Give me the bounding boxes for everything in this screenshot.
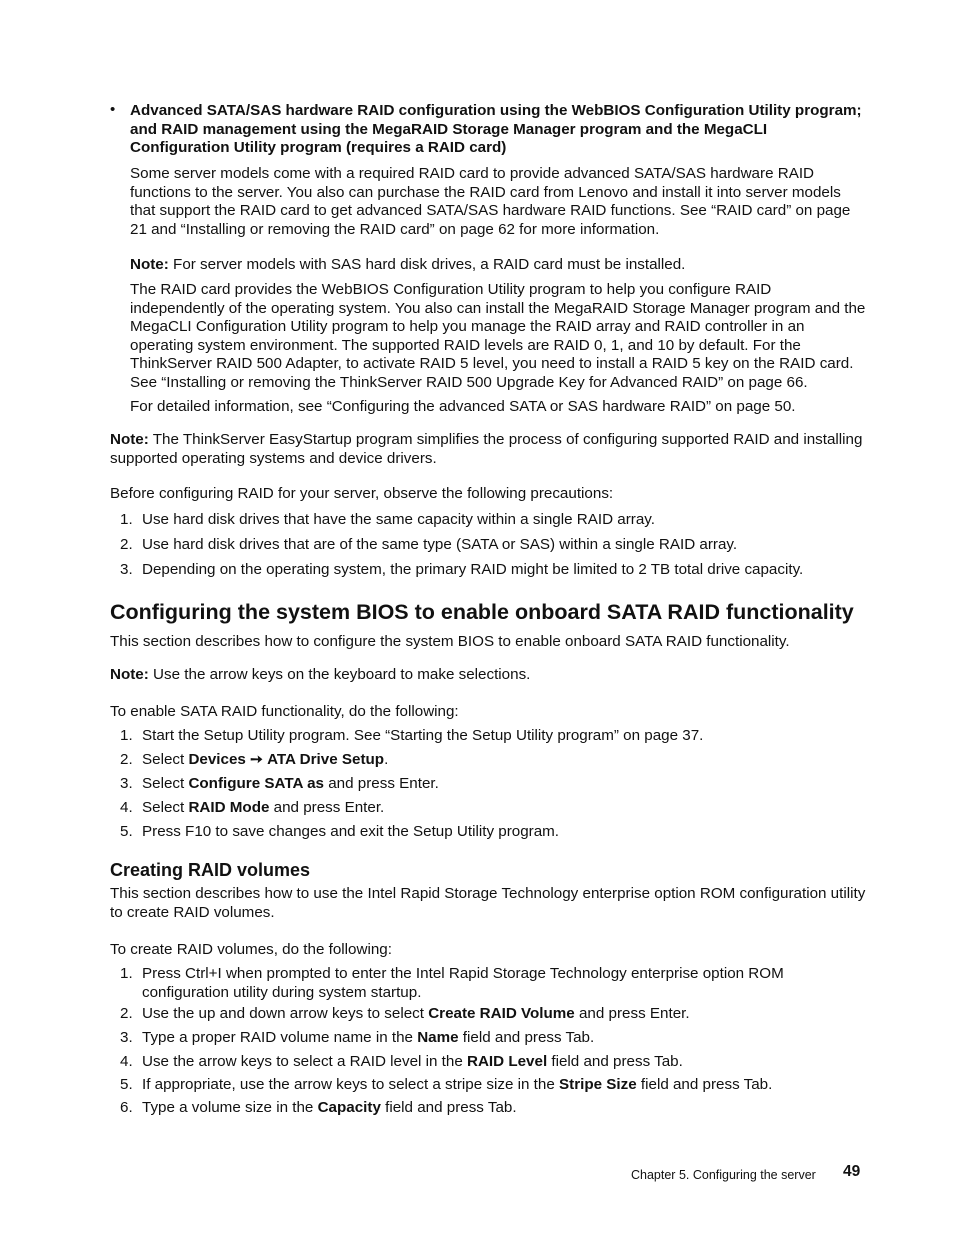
list-number: 1. — [120, 727, 133, 744]
field-name: Name — [417, 1029, 459, 1046]
menu-devices: Devices — [188, 751, 246, 768]
list-number: 3. — [120, 561, 133, 578]
field-capacity: Capacity — [317, 1099, 381, 1116]
text-run: field and press Tab. — [636, 1076, 773, 1093]
list-text — [142, 1029, 870, 1048]
note-label: Note: — [110, 431, 149, 448]
text-run: and press Enter. — [574, 1005, 690, 1022]
list-number: 3. — [120, 1029, 133, 1046]
list-number: 2. — [120, 536, 133, 553]
list-text — [142, 1099, 870, 1118]
sas-note — [130, 256, 870, 275]
list-number: 5. — [120, 1076, 133, 1093]
list-text: Use hard disk drives that have the same capacity within a single RAID array. — [142, 511, 655, 528]
text-run: Type a proper RAID volume name in the — [142, 1029, 418, 1046]
list-number: 1. — [120, 511, 133, 528]
list-text — [142, 1005, 870, 1024]
field-stripe-size: Stripe Size — [559, 1076, 637, 1093]
note-label: Note: — [130, 256, 169, 273]
list-number: 2. — [120, 751, 133, 768]
list-text: Press F10 to save changes and exit the Setup Utility program. — [142, 823, 560, 840]
list-number: 4. — [120, 1053, 133, 1070]
text-run: field and press Tab. — [380, 1099, 517, 1116]
text-run: . — [384, 751, 389, 768]
note-text: Use the arrow keys on the keyboard to make selections. — [153, 666, 531, 683]
arrow-keys-note — [110, 666, 870, 685]
list-text — [142, 1053, 870, 1072]
text-run: Use the up and down arrow keys to select — [142, 1005, 429, 1022]
footer-chapter: Chapter 5. Configuring the server — [631, 1168, 816, 1182]
text-run: and press Enter. — [269, 799, 385, 816]
steps-intro: To enable SATA RAID functionality, do the following: — [110, 703, 459, 720]
detailed-info-paragraph: For detailed information, see “Configuring the advanced SATA or SAS hardware RAID” on page 50. — [130, 398, 796, 415]
list-text — [142, 1076, 870, 1095]
menu-raid-mode: RAID Mode — [188, 799, 270, 816]
subsection-heading: Creating RAID volumes — [110, 860, 311, 880]
list-text: Use hard disk drives that are of the same type (SATA or SAS) within a single RAID array. — [142, 536, 738, 553]
arrow-right-icon: ➙ — [250, 751, 263, 768]
section-description: This section describes how to use the Intel Rapid Storage Technology enterprise option ROM configuration utility to create RAID volumes. — [110, 885, 866, 921]
list-number: 2. — [120, 1005, 133, 1022]
list-text — [142, 751, 870, 770]
list-text: Depending on the operating system, the primary RAID might be limited to 2 TB total drive capacity. — [142, 561, 804, 578]
menu-ata-drive-setup: ATA Drive Setup — [267, 751, 385, 768]
text-run: field and press Tab. — [547, 1053, 683, 1070]
note-text: The ThinkServer EasyStartup program simplifies the process of configuring supported RAID and installing supported operating systems and device drivers. — [110, 431, 863, 467]
section-description: This section describes how to configure the system BIOS to enable onboard SATA RAID functionality. — [110, 633, 790, 650]
steps-intro: To create RAID volumes, do the following: — [110, 941, 392, 958]
page-number: 49 — [843, 1163, 861, 1180]
list-number: 6. — [120, 1099, 133, 1116]
list-number: 1. — [120, 965, 133, 982]
menu-create-raid-volume: Create RAID Volume — [428, 1005, 575, 1022]
list-text — [142, 799, 870, 818]
field-raid-level: RAID Level — [466, 1053, 548, 1070]
list-number: 4. — [120, 799, 133, 816]
precautions-intro: Before configuring RAID for your server, observe the following precautions: — [110, 485, 614, 502]
raid-card-paragraph: Some server models come with a required RAID card to provide advanced SATA/SAS hardware RAID functions to the server. You also can purchase the RAID card from Lenovo and install it into server models that support the RAID card to get advanced SATA/SAS hardware RAID functions. See “RAID card” on page 21 and “Installing or removing the RAID card” on page 62 for more information. — [130, 165, 851, 238]
text-run: Select — [142, 799, 189, 816]
list-text: Start the Setup Utility program. See “Starting the Setup Utility program” on page 37. — [142, 727, 704, 744]
text-run: and press Enter. — [324, 775, 439, 792]
easystartup-note — [110, 431, 870, 468]
bullet-heading: Advanced SATA/SAS hardware RAID configuration using the WebBIOS Configuration Utility program; and RAID management using the MegaRAID Storage Manager program and the MegaCLI Configuration Utility program (requires a RAID card) — [130, 102, 862, 157]
list-number: 3. — [120, 775, 133, 792]
list-number: 5. — [120, 823, 133, 840]
webbios-paragraph: The RAID card provides the WebBIOS Configuration Utility program to help you configure RAID independently of the operating system. You also can install the MegaRAID Storage Manager program and the MegaCLI Configuration Utility program to help you manage the RAID array and RAID controller in an operating system environment. The supported RAID levels are RAID 0, 1, and 10 by default. For the ThinkServer RAID 500 Adapter, to activate RAID 5 level, you need to install a RAID 5 key on the RAID card. See “Installing or removing the ThinkServer RAID 500 Upgrade Key for Advanced RAID” on page 66. — [130, 281, 866, 391]
text-run: Select — [142, 775, 189, 792]
text-run: field and press Tab. — [458, 1029, 595, 1046]
bullet-marker: • — [110, 101, 116, 118]
text-run: Use the arrow keys to select a RAID level in the — [142, 1053, 467, 1070]
list-text — [142, 775, 870, 794]
text-run: Type a volume size in the — [142, 1099, 318, 1116]
text-run: If appropriate, use the arrow keys to select a stripe size in the — [142, 1076, 560, 1093]
note-text: For server models with SAS hard disk drives, a RAID card must be installed. — [173, 256, 686, 273]
menu-configure-sata: Configure SATA as — [188, 775, 325, 792]
text-run: Select — [142, 751, 189, 768]
list-text: Press Ctrl+I when prompted to enter the Intel Rapid Storage Technology enterprise option ROM configuration utility during system startup. — [142, 965, 784, 1001]
note-label: Note: — [110, 666, 149, 683]
section-heading: Configuring the system BIOS to enable onboard SATA RAID functionality — [110, 600, 854, 624]
